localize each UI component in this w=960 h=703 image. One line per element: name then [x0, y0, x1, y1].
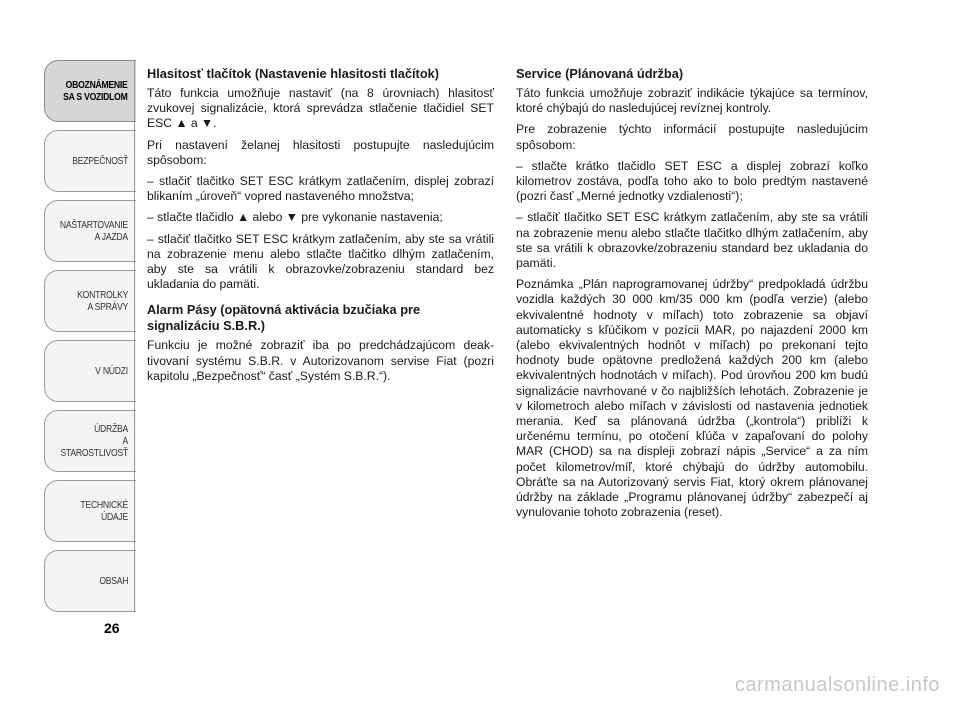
watermark: carmanualsonline.info — [734, 674, 940, 696]
chapter-tabs — [44, 60, 136, 620]
paragraph: – stlačte tlačidlo ▲ alebo ▼ pre vykonanie nastavenia; — [147, 210, 443, 225]
paragraph: – stlačte krátko tlačidlo SET ESC a displej zobrazí koľko kilometrov zostáva, podľa toho ako to bolo predtým nastavené (pozri časť „Merné jednotky vzdialenosti“); — [516, 158, 868, 204]
tab-label: OBOZNÁMENIE SA S VOZIDLOM — [63, 79, 128, 103]
tab-nastartovanie[interactable] — [44, 200, 136, 262]
heading-seatbelt-alarm: Alarm Pásy (opätovná aktivácia bzučiaka pre signalizáciu S.B.R.) — [147, 302, 421, 334]
tab-label: KONTROLKY A SPRÁVY — [77, 289, 128, 313]
tab-kontrolky[interactable] — [44, 270, 136, 332]
page-number: 26 — [104, 620, 120, 636]
right-column — [516, 66, 868, 526]
tab-label: V NÚDZI — [95, 365, 128, 377]
paragraph: Táto funkcia umožňuje zobraziť indikácie týkajúce sa termínov, ktoré chýbajú do nasledujúcej revíznej kontroly. — [516, 86, 868, 116]
paragraph: – stlačiť tlačitko SET ESC krátkym zatlačením, aby ste sa vrátili na zobrazenie menu alebo stlačte tlačitko dlhým zatlačením, aby ste sa vrátili k obrazovke/zobrazeniu standard bez ukladania do pamäti. — [147, 231, 494, 292]
paragraph: Funkciu je možné zobraziť iba po predchádzajúcom deaktivovaní systému S.B.R. v Autorizovanom servise Fiat (pozri kapitolu „Bezpečnosť“ časť „Systém S.B.R.“). — [147, 338, 494, 383]
paragraph: – stlačiť tlačitko SET ESC krátkym zatlačením, displej zobrazí blikaním „úroveň“ vopred nastaveného množstva; — [147, 174, 494, 204]
tab-label: TECHNICKÉ ÚDAJE — [80, 499, 128, 523]
heading-service: Service (Plánovaná údržba) — [516, 66, 684, 81]
tab-label: ÚDRŽBA A STAROSTLIVOSŤ — [60, 423, 128, 459]
paragraph: – stlačiť tlačitko SET ESC krátkym zatlačením, aby ste sa vrátili na zobrazenie menu alebo stlačte tlačitko dlhým zatlačením, aby ste sa vrátili k obrazovke/zobrazeniu standard bez ukladania do pamäti. — [516, 210, 868, 271]
tab-label: OBSAH — [99, 575, 128, 587]
tab-v-nudzi[interactable] — [44, 340, 136, 402]
tab-udrzba[interactable] — [44, 410, 136, 472]
paragraph: Poznámka „Plán naprogramovanej údržby“ predpokladá údržbu vozidla každých 30 000 km/35 000 km (podľa verzie) (alebo ekvivalentné hodnoty v míľach) toto zobrazenie sa objaví automaticky s kľúčikom v pozícii MAR, po najazdení 2000 km (alebo ekvivalentných hodnôt v míľach) po prekonaní tejto hodnoty bude opätovne predložená každých 200 km (alebo ekvivalentných hodnotách v míľach). Pod úrovňou 200 km budú signalizácie navrhované v čo najbližších lehotách. Zobrazenie je v kilometroch alebo míľach v závislosti od nastavenia jednotiek merania. Keď sa plánovaná údržba („kontrola“) priblíži k určenému termínu, po otočení kľúča v zapaľovaní do polohy MAR (CHOD) sa na displeji zobrazí nápis „Service“ a za ním počet kilometrov/míľ, ktoré chýbajú do údržby automobilu. Obráťte sa na Autorizovaný servis Fiat, ktorý okrem plánovanej údržby na základe „Programu plánovanej údržby“ zabezpečí aj vynulovanie tohoto zobrazenia (reset). — [516, 277, 868, 520]
tab-technicke-udaje[interactable] — [44, 480, 136, 542]
tab-obsah[interactable] — [44, 550, 136, 612]
paragraph: Táto funkcia umožňuje nastaviť (na 8 úrovniach) hlasitosť zvukovej signalizácie, ktorá sprevádza stlačenie tlačidiel SET ESC ▲ a ▼. — [147, 86, 494, 131]
tab-label: NAŠTARTOVANIE A JAZDA — [60, 219, 128, 243]
paragraph: Pre zobrazenie týchto informácií postupujte nasledujúcim spôsobom: — [516, 122, 868, 152]
heading-button-volume: Hlasitosť tlačítok (Nastavenie hlasitosti tlačítok) — [147, 66, 440, 81]
tab-oboznamenie[interactable] — [44, 60, 136, 122]
paragraph: Pri nastavení želanej hlasitosti postupujte nasledujúcim spôsobom: — [147, 137, 494, 167]
tab-label: BEZPEČNOSŤ — [72, 155, 128, 167]
tab-bezpecnost[interactable] — [44, 130, 136, 192]
tabs-divider — [134, 60, 135, 612]
left-column — [147, 66, 494, 390]
